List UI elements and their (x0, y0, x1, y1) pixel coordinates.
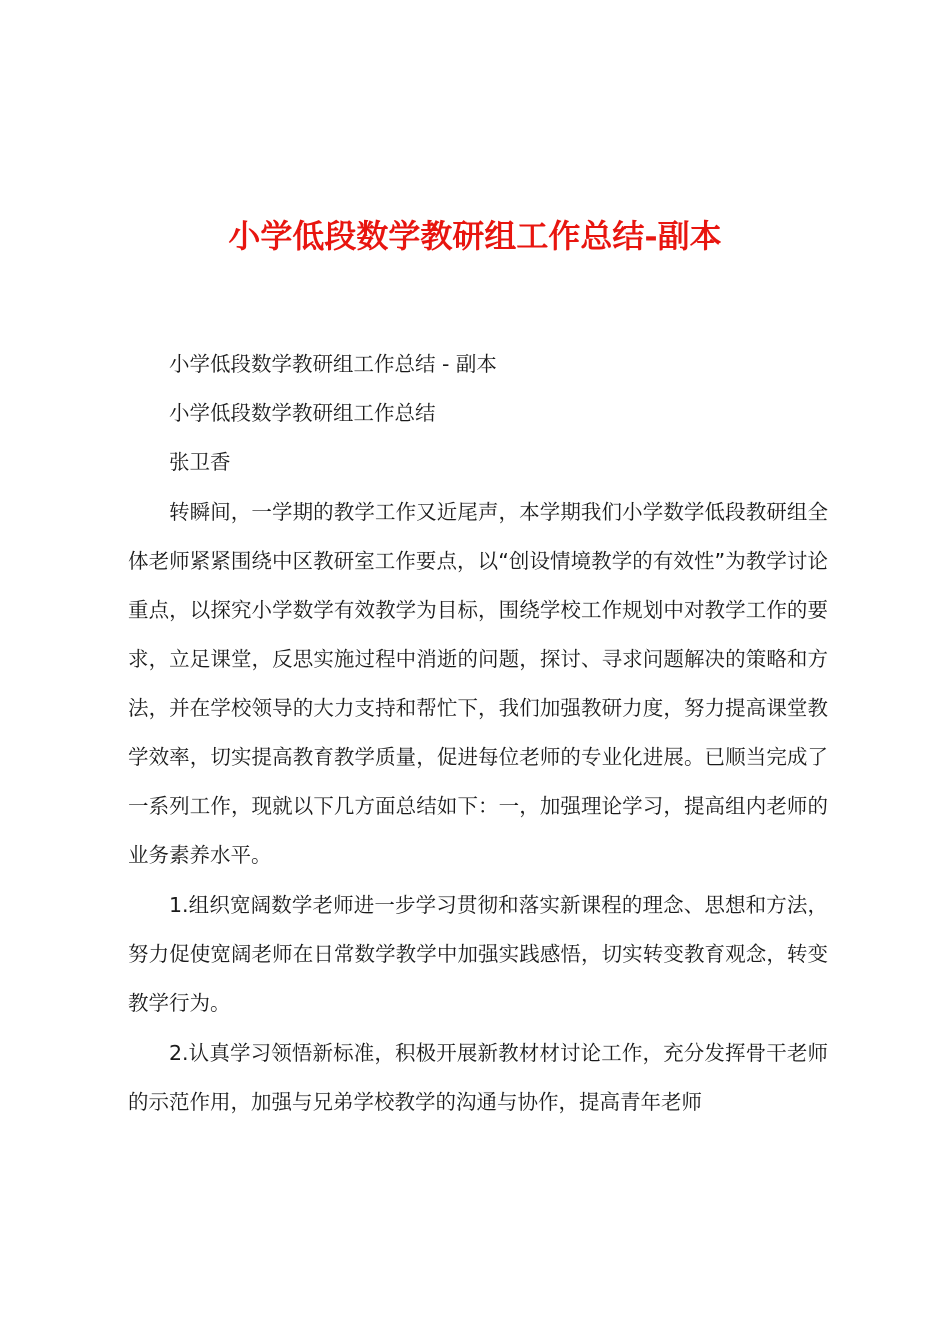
paragraph-author: 张卫香 (169, 450, 231, 474)
paragraph-item-2: 2.认真学习领悟新标准，积极开展新教材材讨论工作，充分发挥骨干老师的示范作用，加强与兄弟学校教学的沟通与协作，提高青年老师 (128, 1041, 828, 1114)
document-body (128, 340, 828, 1127)
paragraph-heading: 小学低段数学教研组工作总结 (169, 401, 436, 425)
paragraph-item-1: 1.组织宽阔数学老师进一步学习贯彻和落实新课程的理念、思想和方法，努力促使宽阔老师在日常数学教学中加强实践感悟，切实转变教育观念，转变教学行为。 (128, 893, 828, 1015)
paragraph-subtitle: 小学低段数学教研组工作总结 - 副本 (169, 352, 497, 376)
paragraph-intro: 转瞬间，一学期的教学工作又近尾声，本学期我们小学数学低段教研组全体老师紧紧围绕中区教研室工作要点，以“创设情境教学的有效性”为教学讨论重点，以探究小学数学有效教学为目标，围绕学校工作规划中对教学工作的要求，立足课堂，反思实施过程中消逝的问题，探讨、寻求问题解决的策略和方法，并在学校领导的大力支持和帮忙下，我们加强教研力度，努力提高课堂教学效率，切实提高教育教学质量，促进每位老师的专业化进展。已顺当完成了一系列工作，现就以下几方面总结如下：一，加强理论学习，提高组内老师的业务素养水平。 (128, 500, 828, 867)
document-title: 小学低段数学教研组工作总结-副本 (228, 217, 722, 255)
